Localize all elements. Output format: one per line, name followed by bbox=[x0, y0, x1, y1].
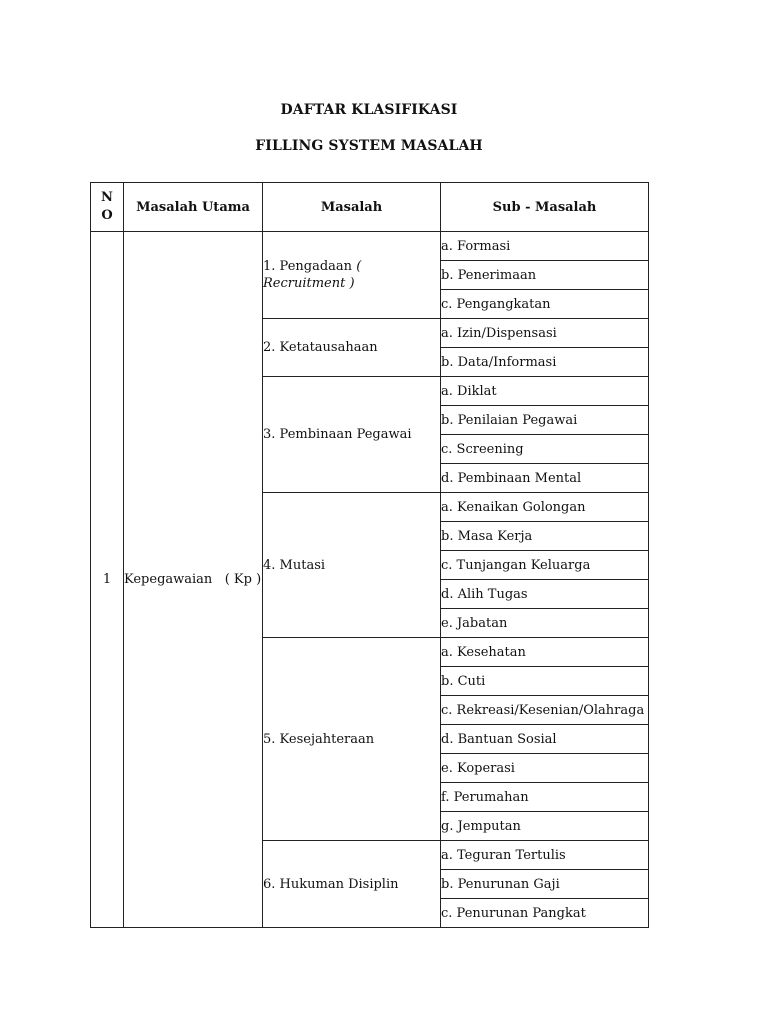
cell-sub-masalah: b. Masa Kerja bbox=[441, 522, 649, 551]
header-no bbox=[91, 183, 124, 232]
cell-sub-masalah: a. Kesehatan bbox=[441, 638, 649, 667]
cell-masalah bbox=[263, 638, 441, 841]
masalah-utama-text: Kepegawaian bbox=[124, 571, 213, 587]
header-masalah: Masalah bbox=[263, 183, 441, 232]
header-masalah-utama: Masalah Utama bbox=[124, 183, 263, 232]
cell-sub-masalah: a. Formasi bbox=[441, 232, 649, 261]
cell-masalah bbox=[263, 377, 441, 493]
cell-masalah bbox=[263, 493, 441, 638]
cell-sub-masalah: b. Data/Informasi bbox=[441, 348, 649, 377]
cell-sub-masalah: b. Cuti bbox=[441, 667, 649, 696]
cell-sub-masalah: e. Jabatan bbox=[441, 609, 649, 638]
header-sub-masalah: Sub - Masalah bbox=[441, 183, 649, 232]
masalah-utama-code: ( Kp ) bbox=[224, 571, 262, 587]
masalah-label: 2. Ketatausahaan bbox=[263, 340, 378, 355]
cell-sub-masalah: d. Alih Tugas bbox=[441, 580, 649, 609]
cell-sub-masalah: d. Bantuan Sosial bbox=[441, 725, 649, 754]
cell-sub-masalah: b. Penerimaan bbox=[441, 261, 649, 290]
masalah-label: 1. Pengadaan bbox=[263, 259, 353, 274]
table-row bbox=[91, 232, 649, 261]
cell-sub-masalah: c. Pengangkatan bbox=[441, 290, 649, 319]
cell-sub-masalah: c. Screening bbox=[441, 435, 649, 464]
cell-sub-masalah: f. Perumahan bbox=[441, 783, 649, 812]
masalah-label: 4. Mutasi bbox=[263, 557, 326, 573]
cell-sub-masalah: b. Penurunan Gaji bbox=[441, 870, 649, 899]
masalah-label: 3. Pembinaan Pegawai bbox=[263, 427, 412, 442]
masalah-label: 5. Kesejahteraan bbox=[263, 731, 375, 747]
masalah-note: ( Recruitment ) bbox=[263, 259, 362, 291]
table-body bbox=[91, 232, 649, 928]
header-no-line1: N bbox=[101, 190, 113, 205]
cell-sub-masalah: a. Kenaikan Golongan bbox=[441, 493, 649, 522]
cell-sub-masalah: a. Izin/Dispensasi bbox=[441, 319, 649, 348]
cell-masalah bbox=[263, 841, 441, 928]
cell-sub-masalah: e. Koperasi bbox=[441, 754, 649, 783]
table-header-row bbox=[91, 183, 649, 232]
cell-masalah bbox=[263, 319, 441, 377]
cell-masalah-utama bbox=[124, 232, 263, 928]
cell-sub-masalah: b. Penilaian Pegawai bbox=[441, 406, 649, 435]
cell-masalah bbox=[263, 232, 441, 319]
document-subtitle: FILLING SYSTEM MASALAH bbox=[255, 138, 483, 154]
cell-sub-masalah: c. Tunjangan Keluarga bbox=[441, 551, 649, 580]
cell-sub-masalah: c. Rekreasi/Kesenian/Olahraga bbox=[441, 696, 649, 725]
masalah-label: 6. Hukuman Disiplin bbox=[263, 876, 399, 892]
document-title: DAFTAR KLASIFIKASI bbox=[280, 102, 458, 118]
cell-no: 1 bbox=[91, 232, 124, 928]
header-no-line2: O bbox=[101, 208, 113, 223]
cell-sub-masalah: d. Pembinaan Mental bbox=[441, 464, 649, 493]
cell-sub-masalah: a. Diklat bbox=[441, 377, 649, 406]
cell-sub-masalah: g. Jemputan bbox=[441, 812, 649, 841]
cell-sub-masalah: a. Teguran Tertulis bbox=[441, 841, 649, 870]
cell-sub-masalah: c. Penurunan Pangkat bbox=[441, 899, 649, 928]
classification-table bbox=[90, 182, 649, 928]
